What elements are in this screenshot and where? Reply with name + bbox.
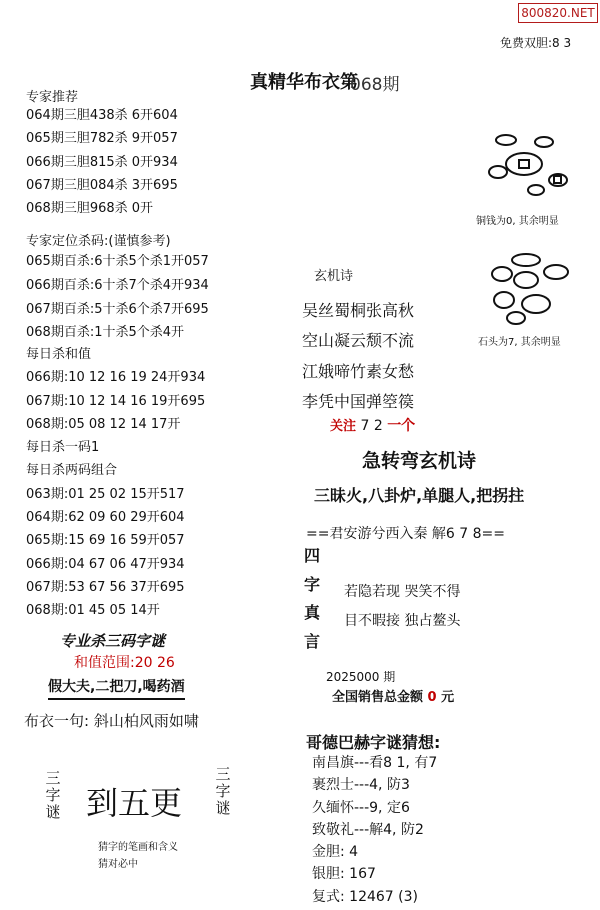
list-item: 067期:10 12 14 16 19开695 [26, 393, 206, 409]
four-char: 字 [304, 574, 321, 594]
list-item: 致敬礼---解4, 防2 [312, 821, 424, 838]
list-item: 066期:10 12 16 19 24开934 [26, 370, 206, 386]
list-item: 久缅怀---9, 定6 [312, 799, 410, 816]
riddle-answer: 到五更 [86, 784, 183, 822]
list-item: 066期:04 67 06 47开934 [26, 556, 185, 572]
list-item: 南昌旗---看8 1, 有7 [312, 755, 438, 771]
riddle-poem-body: 三昧火,八卦炉,单腿人,把拐拄 [314, 486, 525, 505]
pro-riddle-title: 专业杀三码字谜 [60, 632, 166, 650]
expert-heading: 专家推荐 [26, 90, 79, 105]
list-item: 068期:05 08 12 14 17开 [26, 416, 181, 432]
list-item: 067期:53 67 56 37开695 [26, 579, 185, 595]
poem-title: 玄机诗 [314, 269, 354, 284]
riddle-hint-sub: 猜对必中 [98, 859, 138, 870]
riddle-label-left [44, 770, 62, 821]
focus-label: 关注 [330, 419, 357, 434]
riddle-label-text: 三字谜 [215, 765, 231, 817]
daily-two-heading: 每日杀两码组合 [26, 463, 118, 479]
four-char: 言 [304, 631, 321, 651]
riddle-poem-title: 急转弯玄机诗 [362, 450, 477, 472]
list-item: 065期:15 69 16 59开057 [26, 533, 185, 549]
list-item: 裹烈士---4, 防3 [312, 777, 410, 794]
gate-line: ==君安游兮西入秦 解6 7 8== [306, 526, 505, 542]
position-kill-list [26, 250, 286, 345]
four-char: 四 [304, 546, 321, 565]
list-item: 063期:01 25 02 15开517 [26, 486, 185, 502]
riddle-hint: 猜字的笔画和含义 [98, 842, 178, 853]
four-char: 真 [304, 603, 321, 622]
focus-tail: 一个 [387, 418, 416, 434]
stone-caption: 石头为7, 其余明显 [478, 337, 561, 348]
list-item: 067期三胆084杀 3开695 [26, 177, 178, 193]
page-title: 真精华布衣第 [250, 72, 358, 93]
sales-label: 全国销售总金额 [332, 690, 424, 705]
riddle-phrase: 假大夫,二把刀,喝药酒 [48, 676, 185, 700]
list-item: 金胆: 4 [312, 844, 359, 861]
issue-number: 068期 [350, 75, 400, 95]
riddle-label-text: 三字谜 [45, 769, 61, 821]
truth-line: 若隐若现 哭笑不得 [344, 584, 461, 600]
list-item: 复式: 12467 (3) [312, 888, 418, 905]
list-item: 银胆: 167 [312, 866, 376, 883]
daily-sum-block [26, 343, 286, 623]
list-item: 068期百杀:1十杀5个杀4开 [26, 325, 185, 341]
list-item: 068期三胆968杀 0开 [26, 201, 154, 217]
list-item: 068期:01 45 05 14开 [26, 603, 160, 619]
focus-line [330, 415, 415, 435]
free-pair-text: 免费双胆:8 3 [500, 36, 572, 50]
goethe-list [312, 752, 437, 908]
position-kill-heading: 专家定位杀码:(谨慎参考) [26, 234, 171, 249]
sales-amount: 0 [427, 690, 437, 705]
sales-issue: 2025000 期 [326, 670, 396, 684]
poem-line: 吴丝蜀桐张高秋 [302, 301, 415, 320]
coin-caption: 铜钱为0, 其余明显 [476, 216, 559, 227]
list-item: 064期:62 09 60 29开604 [26, 510, 185, 526]
sum-range: 和值范围:20 26 [74, 655, 175, 671]
poem-lines [302, 296, 414, 417]
daily-sum-heading: 每日杀和值 [26, 347, 92, 362]
stone-sketch-icon [486, 250, 576, 328]
sales-total [332, 686, 454, 705]
list-item: 065期三胆782杀 9开057 [26, 131, 178, 147]
coin-sketch-icon [484, 128, 574, 202]
list-item: 066期三胆815杀 0开934 [26, 154, 178, 170]
list-item: 065期百杀:6十杀5个杀1开057 [26, 254, 209, 269]
site-badge[interactable]: 800820.NET [518, 3, 598, 23]
list-item: 064期三胆438杀 6开604 [26, 108, 178, 123]
poem-line: 李凭中国弹箜篌 [302, 391, 415, 411]
expert-list [26, 104, 286, 220]
daily-one-code: 每日杀一码1 [26, 440, 100, 456]
riddle-label-right [214, 766, 232, 817]
goethe-title: 哥德巴赫字谜猜想: [306, 733, 441, 752]
buyi-line: 布衣一句: 斜山柏风雨如啸 [24, 712, 199, 730]
four-char-label [304, 542, 324, 656]
list-item: 067期百杀:5十杀6个杀7开695 [26, 301, 209, 317]
list-item: 066期百杀:6十杀7个杀4开934 [26, 277, 209, 293]
sales-unit: 元 [441, 690, 455, 705]
poem-line: 江娥啼竹素女愁 [302, 361, 415, 381]
truth-line: 目不暇接 独占鳌头 [344, 613, 461, 629]
poem-line: 空山凝云颓不流 [302, 331, 415, 351]
focus-numbers: 7 2 [360, 418, 383, 434]
